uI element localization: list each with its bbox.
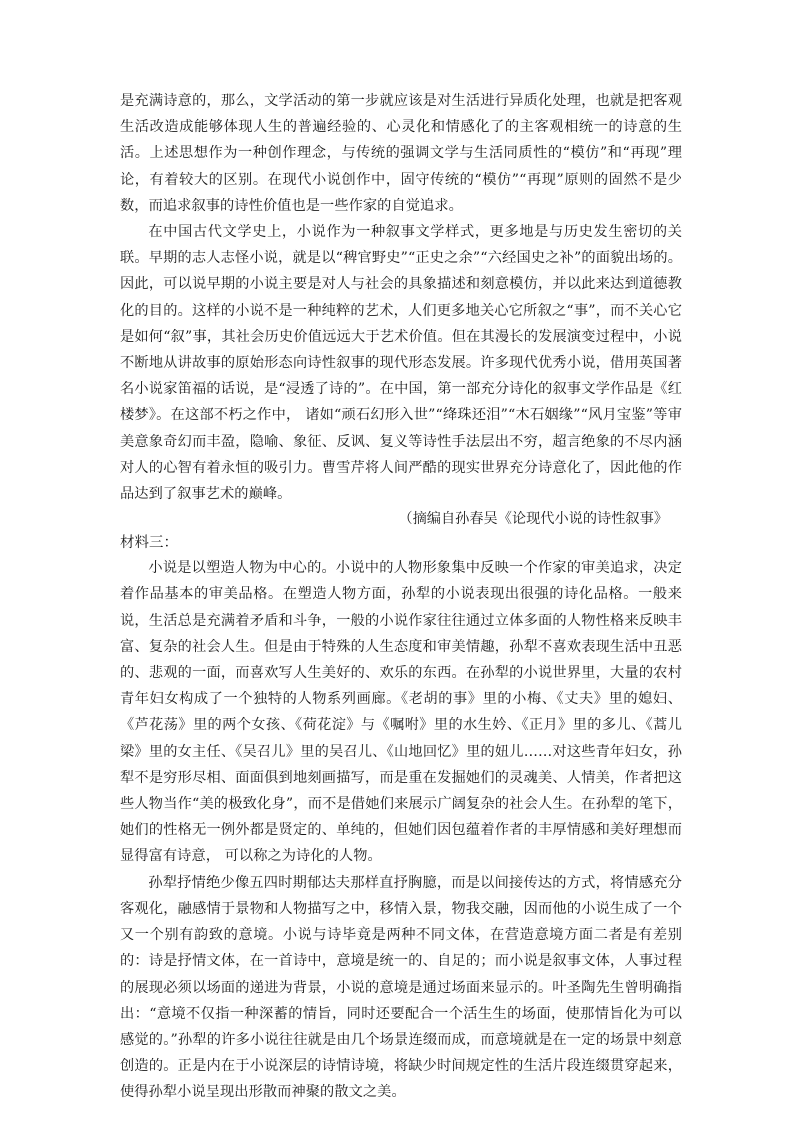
source-citation: （摘编自孙春吴《论现代小说的诗性叙事》 [398,511,668,528]
document-page [120,88,682,1106]
material-three-heading: 材料三： [120,535,178,552]
paragraph-continued: 是充满诗意的，那么，文学活动的第一步就应该是对生活进行异质化处理，也就是把客观生活改造成能够体现人生的普遍经验的、心灵化和情感化了的主客观相统一的诗意的生活。上述思想作为一种创作理念，与传统的强调文学与生活同质性的“模仿”和“再现”理论，有着较大的区别。在现代小说创作中，固守传统的“模仿”“再现”原则的固然不是少数，而追求叙事的诗性价值也是一些作家的自觉追求。 [120,93,682,214]
paragraph-characters: 小说是以塑造人物为中心的。小说中的人物形象集中反映一个作家的审美追求，决定着作品基本的审美品格。在塑造人物方面，孙犁的小说表现出很强的诗化品格。一般来说，生活总是充满着矛盾和斗争，一般的小说作家往往通过立体多面的人物性格来反映丰富、复杂的社会人生。但是由于特殊的人生态度和审美情趣，孙犁不喜欢表现生活中丑恶的、悲观的一面，而喜欢写人生美好的、欢乐的东西。在孙犁的小说世界里，大量的农村青年妇女构成了一个独特的人物系列画廊。《老胡的事》里的小梅、《丈夫》里的媳妇、《芦花荡》里的两个女孩、《荷花淀》与《嘱咐》里的水生妗、《正月》里的多儿、《蒿儿梁》里的女主任、《吴召儿》里的吴召儿、《山地回忆》里的妞儿……对这些青年妇女，孙犁不是穷形尽相、面面俱到地刻画描写，而是重在发掘她们的灵魂美、人情美，作者把这些人物当作“美的极致化身”，而不是借她们来展示广阔复杂的社会人生。在孙犁的笔下，她们的性格无一例外都是贤定的、单纯的，但她们因包蕴着作者的丰厚情感和美好理想而显得富有诗意， 可以称之为诗化的人物。 [120,560,682,865]
paragraph-red-chamber: 在中国古代文学史上，小说作为一种叙事文学样式，更多地是与历史发生密切的关联。早期的志人志怪小说，就是以“稗官野史”“正史之余”“六经国史之补”的面貌出场的。因此，可以说早期的小说主要是对人与社会的具象描述和刻意模仿，并以此来达到道德教化的目的。这样的小说不是一种纯粹的艺术，人们更多地关心它所叙之“事”，而不关心它是如何“叙”事，其社会历史价值远远大于艺术价值。但在其漫长的发展演变过程中，小说不断地从讲故事的原始形态向诗性叙事的现代形态发展。许多现代优秀小说，借用英国著名小说家笛福的话说，是“浸透了诗的”。在中国，第一部充分诗化的叙事文学作品是《红楼梦》。在这部不朽之作中， 诸如“顽石幻形入世”“绛珠还泪”“木石姻缘”“风月宝鉴”等审美意象奇幻而丰盈，隐喻、象征、反讽、复义等诗性手法层出不穷，超言绝象的不尽内涵对人的心智有着永恒的吸引力。曹雪芹将人间严酷的现实世界充分诗意化了，因此他的作品达到了叙事艺术的巅峰。 [120,224,682,503]
paragraph-artistic-conception: 孙犁抒情绝少像五四时期郁达夫那样直抒胸臆，而是以间接传达的方式，将情感充分客观化，融感情于景物和人物描写之中，移情入景，物我交融，因而他的小说生成了一个又一个别有韵致的意境。小说与诗毕竟是两种不同文体，在营造意境方面二者是有差别的：诗是抒情文体，在一首诗中，意境是统一的、自足的；而小说是叙事文体，人事过程的展现必须以场面的递进为背景，小说的意境是通过场面来显示的。叶圣陶先生曾明确指出：“意境不仅指一种深蓄的情旨，同时还要配合一个活生生的场面，使那情旨化为可以感觉的。”孙犁的许多小说往往就是由几个场景连缀而成，而意境就是在一定的场景中刻意创造的。正是内在于小说深层的诗情诗境，将缺少时间规定性的生活片段连缀贯穿起来，使得孙犁小说呈现出形散而神聚的散文之美。 [120,874,682,1101]
